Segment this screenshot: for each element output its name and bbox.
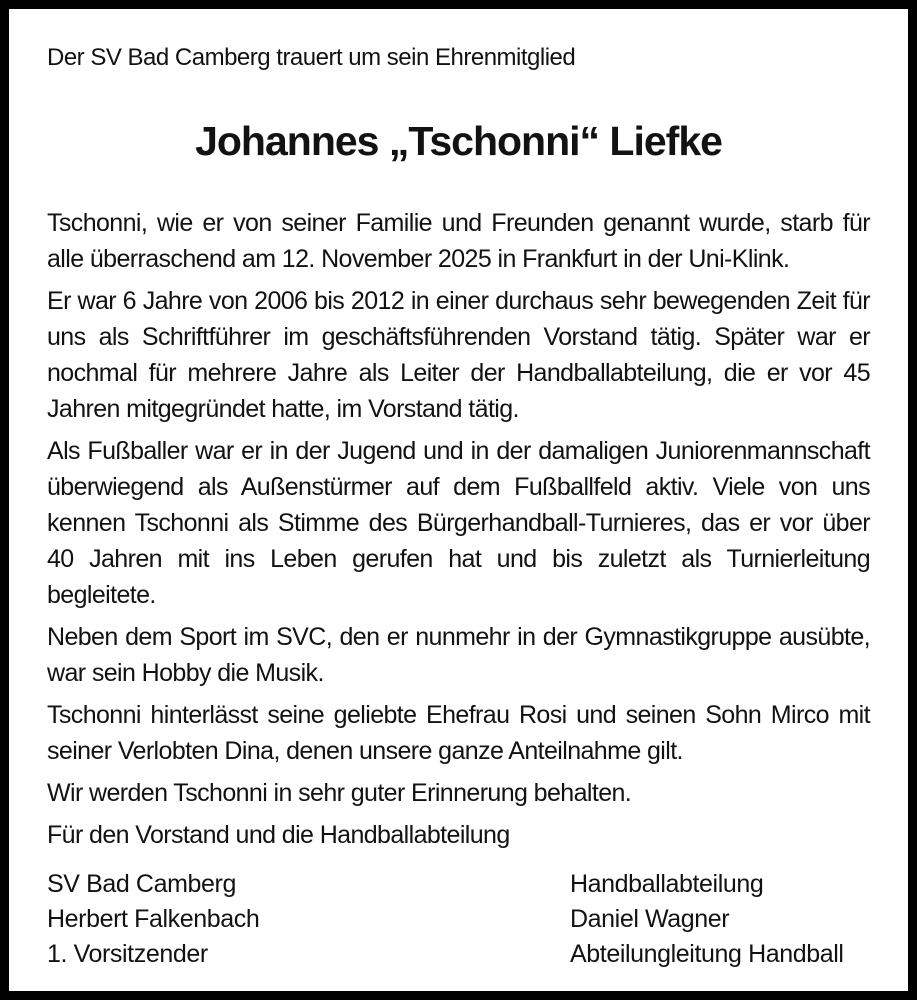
paragraph-family: Tschonni hinterlässt seine geliebte Ehefrau Rosi und seinen Sohn Mirco mit seiner Verlobten Dina, denen unsere ganze Anteilnahme gilt. [47,701,870,765]
intro-line: Der SV Bad Camberg trauert um sein Ehrenmitglied [47,44,576,71]
signature-column-club [47,867,570,972]
paragraph-remembrance: Wir werden Tschonni in sehr guter Erinnerung behalten. [47,779,632,807]
signature-column-department [570,867,870,972]
obituary-title: Johannes „Tschonni“ Liefke [195,118,722,164]
paragraph-on-behalf: Für den Vorstand und die Handballabteilung [47,821,510,849]
paragraph-board-service: Er war 6 Jahre von 2006 bis 2012 in einer durchaus sehr bewegenden Zeit für uns als Schriftführer im geschäftsführenden Vorstand tätig. Später war er nochmal für mehrere Jahre als Leiter der Handballabteilung, die er vor 45 Jahren mitgegründet hatte, im Vorstand tätig. [47,287,870,423]
signature-block [47,867,870,972]
paragraph-death-notice: Tschonni, wie er von seiner Familie und Freunden genannt wurde, starb für alle überraschend am 12. November 2025 in Frankfurt in der Uni-Klink. [47,209,870,273]
signature-department-head-name: Daniel Wagner [570,905,730,933]
paragraph-football-handball: Als Fußballer war er in der Jugend und in der damaligen Juniorenmannschaft überwiegend als Außenstürmer auf dem Fußballfeld aktiv. Viele von uns kennen Tschonni als Stimme des Bürgerhandball-Turnieres, das er vor über 40 Jahren mit ins Leben gerufen hat und bis zuletzt als Turnierleitung begleitete. [47,437,870,609]
signature-department-name: Handballabteilung [570,870,764,898]
signature-chairman-role: 1. Vorsitzender [47,940,208,968]
signature-chairman-name: Herbert Falkenbach [47,905,260,933]
signature-department-head-role: Abteilungleitung Handball [570,940,844,968]
signature-club-name: SV Bad Camberg [47,870,236,898]
paragraph-hobby: Neben dem Sport im SVC, den er nunmehr in der Gymnastikgruppe ausübte, war sein Hobby die Musik. [47,623,870,687]
